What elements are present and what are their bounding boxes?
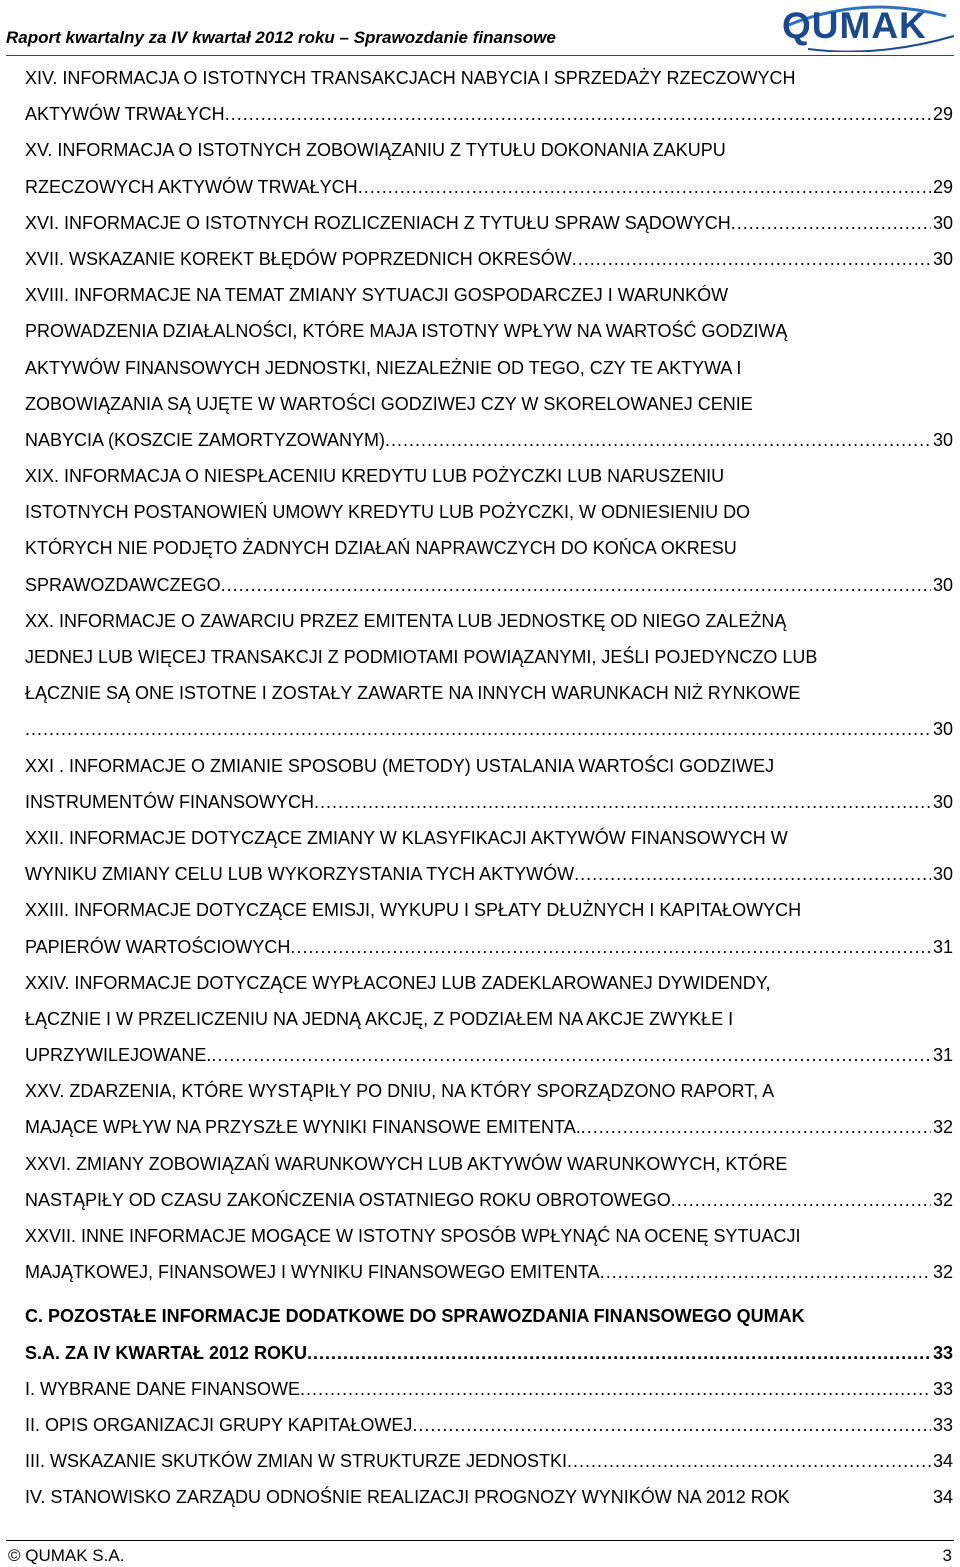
toc-entry[interactable] xyxy=(25,458,953,603)
toc-line xyxy=(25,748,953,784)
toc-page-number: 34 xyxy=(932,1451,953,1472)
dot-leader xyxy=(358,169,931,205)
toc-line xyxy=(25,494,953,530)
dot-leader xyxy=(572,241,931,277)
toc-page-number: 30 xyxy=(932,574,953,595)
toc-page-number: 30 xyxy=(932,791,953,812)
toc-line xyxy=(25,856,953,892)
dot-leader xyxy=(671,1182,931,1218)
toc-line xyxy=(25,60,953,96)
toc-entry-text: ISTOTNYCH POSTANOWIEŃ UMOWY KREDYTU LUB POŻYCZKI, W ODNIESIENIU DO xyxy=(25,502,751,523)
toc-line xyxy=(25,711,953,747)
toc-line xyxy=(25,169,953,205)
section-gap xyxy=(25,1290,953,1298)
dot-leader xyxy=(25,711,931,747)
toc-line xyxy=(25,1218,953,1254)
page-header xyxy=(0,0,960,62)
toc-entry-text: XIV. INFORMACJA O ISTOTNYCH TRANSAKCJACH NABYCIA I SPRZEDAŻY RZECZOWYCH xyxy=(25,68,796,88)
toc-page-number: 30 xyxy=(932,212,953,233)
dot-leader xyxy=(290,929,931,965)
footer-page-number: 3 xyxy=(942,1546,952,1565)
toc-entry[interactable] xyxy=(25,892,953,964)
toc-line xyxy=(25,820,953,856)
toc-line xyxy=(25,675,953,711)
toc-line xyxy=(25,1298,953,1334)
toc-line xyxy=(25,277,953,313)
toc-page-number: 29 xyxy=(932,176,953,197)
toc-entry-text: XV. INFORMACJA O ISTOTNYCH ZOBOWIĄZANIU Z TYTUŁU DOKONANIA ZAKUPU xyxy=(25,140,726,161)
toc-entry-text: NABYCIA (KOSZCIE ZAMORTYZOWANYM) xyxy=(25,429,386,450)
toc-entry-text: IV. STANOWISKO ZARZĄDU ODNOŚNIE REALIZACJI PROGNOZY WYNIKÓW NA 2012 ROK xyxy=(25,1487,790,1508)
toc-entry-text: SPRAWOZDAWCZEGO xyxy=(25,574,221,595)
toc-entry-text: MAJĄTKOWEJ, FINANSOWEJ I WYNIKU FINANSOWEGO EMITENTA xyxy=(25,1262,600,1283)
toc-line xyxy=(25,1182,953,1218)
toc-line xyxy=(25,350,953,386)
toc-entry-text: ZOBOWIĄZANIA SĄ UJĘTE W WARTOŚCI GODZIWEJ CZY W SKORELOWANEJ CENIE xyxy=(25,393,753,414)
toc-entry-text: XXVI. ZMIANY ZOBOWIĄZAŃ WARUNKOWYCH LUB AKTYWÓW WARUNKOWYCH, KTÓRE xyxy=(25,1153,788,1174)
toc-line xyxy=(25,205,953,241)
toc-page-number: 33 xyxy=(932,1378,953,1399)
logo-wordmark: QUMAK xyxy=(782,5,927,46)
toc-page-number: 33 xyxy=(932,1342,953,1363)
toc-entry-text: XVI. INFORMACJE O ISTOTNYCH ROZLICZENIACH Z TYTUŁU SPRAW SĄDOWYCH xyxy=(25,212,731,233)
toc-page-number: 30 xyxy=(932,248,953,269)
dot-leader xyxy=(385,422,931,458)
toc-entry-text: XXV. ZDARZENIA, KTÓRE WYSTĄPIŁY PO DNIU, NA KTÓRY SPORZĄDZONO RAPORT, A xyxy=(25,1081,775,1102)
toc-line xyxy=(25,1146,953,1182)
toc-entry[interactable] xyxy=(25,820,953,892)
toc-entry[interactable] xyxy=(25,1371,953,1407)
header-divider xyxy=(6,55,954,56)
toc-line xyxy=(25,929,953,965)
toc-entry[interactable] xyxy=(25,1479,953,1515)
toc-entry-text: XXVII. INNE INFORMACJE MOGĄCE W ISTOTNY SPOSÓB WPŁYNĄĆ NA OCENĘ SYTUACJI xyxy=(25,1226,801,1246)
toc-entry-text: XXIII. INFORMACJE DOTYCZĄCE EMISJI, WYKUPU I SPŁATY DŁUŻNYCH I KAPITAŁOWYCH xyxy=(25,900,802,921)
toc-entry[interactable] xyxy=(25,1443,953,1479)
dot-leader xyxy=(731,205,931,241)
dot-leader xyxy=(211,1037,931,1073)
page-footer xyxy=(0,1540,960,1567)
footer-divider xyxy=(6,1540,954,1541)
report-title: Raport kwartalny za IV kwartał 2012 roku – Sprawozdanie finansowe xyxy=(6,28,556,47)
toc-entry[interactable] xyxy=(25,603,953,748)
toc-line xyxy=(25,1407,953,1443)
toc-entry[interactable] xyxy=(25,965,953,1074)
toc-entry-text: NASTĄPIŁY OD CZASU ZAKOŃCZENIA OSTATNIEGO ROKU OBROTOWEGO xyxy=(25,1189,671,1210)
toc-entry[interactable] xyxy=(25,1218,953,1290)
toc-entry[interactable] xyxy=(25,241,953,277)
toc-line xyxy=(25,422,953,458)
toc-entry-text: ŁĄCZNIE I W PRZELICZENIU NA JEDNĄ AKCJĘ, Z PODZIAŁEM NA AKCJE ZWYKŁE I xyxy=(25,1008,734,1029)
toc-line xyxy=(25,132,953,168)
toc-line xyxy=(25,313,953,349)
toc-entry-text: PAPIERÓW WARTOŚCIOWYCH xyxy=(25,936,291,957)
toc-page-number: 30 xyxy=(932,864,953,885)
toc-line xyxy=(25,603,953,639)
dot-leader xyxy=(314,784,931,820)
toc-page-number: 31 xyxy=(932,1045,953,1066)
toc-line xyxy=(25,1109,953,1145)
toc-page-number: 32 xyxy=(932,1262,953,1283)
toc-entry-text: JEDNEJ LUB WIĘCEJ TRANSAKCJI Z PODMIOTAMI POWIĄZANYMI, JEŚLI POJEDYNCZO LUB xyxy=(25,647,818,667)
toc-entry[interactable] xyxy=(25,1146,953,1218)
toc-line xyxy=(25,1335,953,1371)
toc-page-number: 30 xyxy=(932,719,953,740)
toc-entry-text: AKTYWÓW FINANSOWYCH JEDNOSTKI, NIEZALEŻNIE OD TEGO, CZY TE AKTYWA I xyxy=(25,357,742,378)
toc-entry-text: I. WYBRANE DANE FINANSOWE xyxy=(25,1378,301,1399)
toc-entry-text: KTÓRYCH NIE PODJĘTO ŻADNYCH DZIAŁAŃ NAPRAWCZYCH DO KOŃCA OKRESU xyxy=(25,538,737,559)
toc-page-number: 32 xyxy=(932,1117,953,1138)
toc-page-number: 29 xyxy=(932,104,953,125)
toc-line xyxy=(25,784,953,820)
toc-entry-text: WYNIKU ZMIANY CELU LUB WYKORZYSTANIA TYCH AKTYWÓW xyxy=(25,864,575,885)
toc-line xyxy=(25,1443,953,1479)
toc-entry-text: XXII. INFORMACJE DOTYCZĄCE ZMIANY W KLASYFIKACJI AKTYWÓW FINANSOWYCH W xyxy=(25,827,788,848)
toc-line xyxy=(25,241,953,277)
toc-line xyxy=(25,965,953,1001)
toc-entry-text: XIX. INFORMACJA O NIESPŁACENIU KREDYTU LUB POŻYCZKI LUB NARUSZENIU xyxy=(25,466,725,487)
toc-line xyxy=(25,96,953,132)
toc-entry-text: INSTRUMENTÓW FINANSOWYCH xyxy=(25,791,314,812)
toc-page-number: 31 xyxy=(932,936,953,957)
toc-entry[interactable] xyxy=(25,1298,953,1370)
toc-line xyxy=(25,1479,953,1515)
dot-leader xyxy=(600,1254,931,1290)
toc-entry-text: II. OPIS ORGANIZACJI GRUPY KAPITAŁOWEJ xyxy=(25,1414,413,1435)
toc-line xyxy=(25,530,953,566)
toc-line xyxy=(25,1037,953,1073)
toc-entry-text: ŁĄCZNIE SĄ ONE ISTOTNE I ZOSTAŁY ZAWARTE NA INNYCH WARUNKACH NIŻ RYNKOWE xyxy=(25,683,801,704)
toc-entry[interactable] xyxy=(25,205,953,241)
toc-page-number: 30 xyxy=(932,429,953,450)
dot-leader xyxy=(225,96,931,132)
toc-line xyxy=(25,386,953,422)
toc-line xyxy=(25,1073,953,1109)
toc-entry-text: UPRZYWILEJOWANE. xyxy=(25,1045,212,1066)
toc-line xyxy=(25,567,953,603)
toc-entry-text: S.A. ZA IV KWARTAŁ 2012 ROKU xyxy=(25,1342,308,1363)
toc-entry-text: PROWADZENIA DZIAŁALNOŚCI, KTÓRE MAJA ISTOTNY WPŁYW NA WARTOŚĆ GODZIWĄ xyxy=(25,321,788,342)
dot-leader xyxy=(412,1407,931,1443)
toc-entry-text: XX. INFORMACJE O ZAWARCIU PRZEZ EMITENTA LUB JEDNOSTKĘ OD NIEGO ZALEŻNĄ xyxy=(25,610,787,631)
dot-leader xyxy=(221,567,931,603)
toc-entry-text: XVIII. INFORMACJE NA TEMAT ZMIANY SYTUACJI GOSPODARCZEJ I WARUNKÓW xyxy=(25,285,729,306)
dot-leader xyxy=(300,1371,931,1407)
toc-entry-text: XXIV. INFORMACJE DOTYCZĄCE WYPŁACONEJ LUB ZADEKLAROWANEJ DYWIDENDY, xyxy=(25,972,771,993)
dot-leader xyxy=(567,1443,931,1479)
toc-line xyxy=(25,1371,953,1407)
toc-entry[interactable] xyxy=(25,1073,953,1145)
toc-entry[interactable] xyxy=(25,132,953,204)
toc-line xyxy=(25,639,953,675)
toc-entry-text: XVII. WSKAZANIE KOREKT BŁĘDÓW POPRZEDNICH OKRESÓW xyxy=(25,248,572,269)
qumak-logo xyxy=(768,2,960,52)
toc-line xyxy=(25,1254,953,1290)
dot-leader xyxy=(581,1109,931,1145)
toc-entry-text: MAJĄCE WPŁYW NA PRZYSZŁE WYNIKI FINANSOWE EMITENTA. xyxy=(25,1117,581,1138)
table-of-contents xyxy=(25,60,953,1516)
toc-line xyxy=(25,458,953,494)
toc-page-number: 33 xyxy=(932,1414,953,1435)
toc-entry[interactable] xyxy=(25,60,953,132)
toc-entry[interactable] xyxy=(25,1407,953,1443)
toc-entry-text: XXI . INFORMACJE O ZMIANIE SPOSOBU (METODY) USTALANIA WARTOŚCI GODZIWEJ xyxy=(25,755,775,776)
toc-line xyxy=(25,892,953,928)
dot-leader xyxy=(307,1335,931,1371)
toc-entry-text: RZECZOWYCH AKTYWÓW TRWAŁYCH xyxy=(25,176,358,197)
toc-page-number: 34 xyxy=(932,1487,953,1508)
toc-entry[interactable] xyxy=(25,748,953,820)
toc-entry-text: C. POZOSTAŁE INFORMACJE DODATKOWE DO SPRAWOZDANIA FINANSOWEGO QUMAK xyxy=(25,1306,805,1327)
toc-line xyxy=(25,1001,953,1037)
toc-page-number: 32 xyxy=(932,1189,953,1210)
toc-entry-text: III. WSKAZANIE SKUTKÓW ZMIAN W STRUKTURZE JEDNOSTKI xyxy=(25,1451,568,1472)
footer-copyright: © QUMAK S.A. xyxy=(8,1546,125,1565)
toc-entry[interactable] xyxy=(25,277,953,458)
dot-leader xyxy=(574,856,931,892)
toc-entry-text: AKTYWÓW TRWAŁYCH xyxy=(25,104,225,125)
